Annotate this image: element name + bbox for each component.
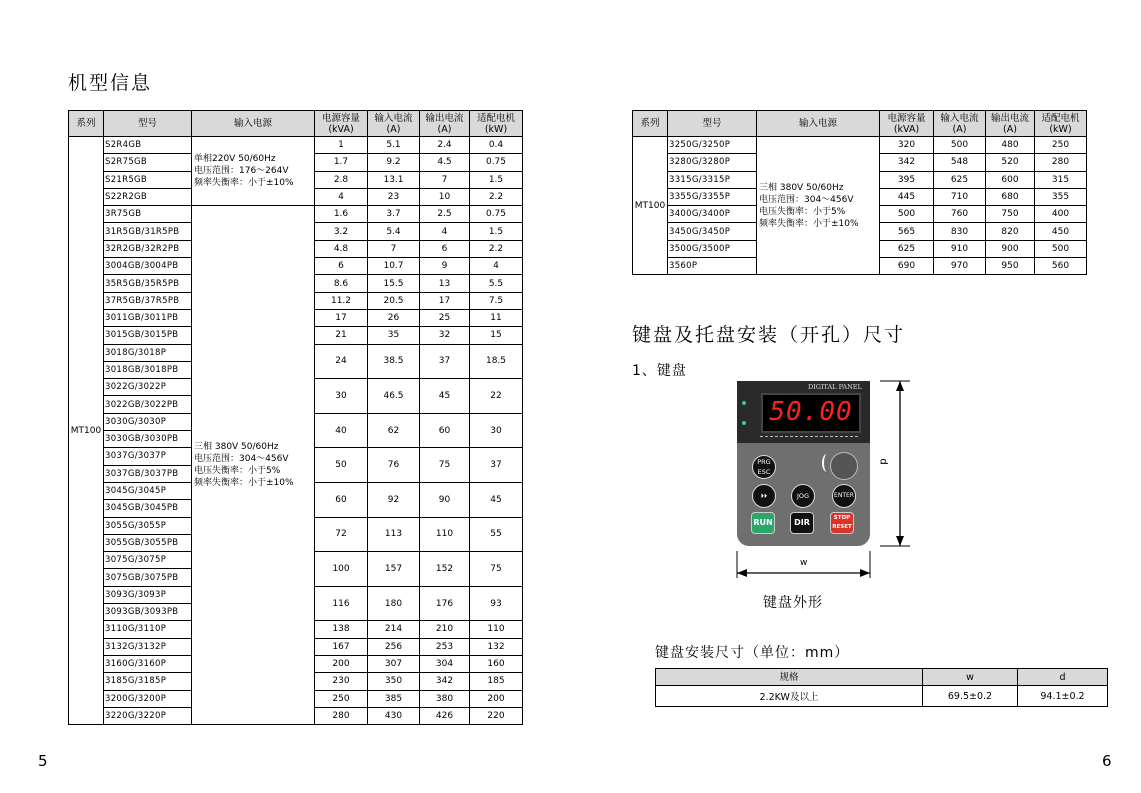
value-cell: 185: [470, 673, 523, 690]
dims-title: 键盘安装尺寸（单位：mm）: [655, 645, 850, 661]
model-cell: 31R5GB/31R5PB: [104, 223, 192, 240]
keypad-display: 50.00: [761, 393, 861, 433]
value-cell: 430: [368, 707, 420, 724]
keypad-brand: DIGITAL PANEL: [808, 383, 862, 391]
subsection-title: 1、键盘: [632, 363, 687, 379]
model-cell: 3030G/3030P: [104, 413, 192, 430]
model-cell: 3093G/3093P: [104, 586, 192, 603]
value-cell: 445: [880, 188, 934, 205]
dims-header-d: d: [1018, 669, 1108, 686]
value-cell: 132: [470, 638, 523, 655]
value-cell: 250: [1035, 137, 1087, 154]
value-cell: 93: [470, 586, 523, 621]
value-cell: 253: [420, 638, 470, 655]
value-cell: 395: [880, 171, 934, 188]
value-cell: 750: [986, 206, 1035, 223]
jog-button[interactable]: JOG: [791, 484, 815, 508]
series-cell: MT100: [69, 137, 104, 725]
value-cell: 355: [1035, 188, 1087, 205]
value-cell: 7: [420, 171, 470, 188]
enter-button[interactable]: ENTER: [832, 484, 856, 508]
model-cell: 3355G/3355P: [668, 188, 757, 205]
model-cell: 3075GB/3075PB: [104, 569, 192, 586]
value-cell: 342: [420, 673, 470, 690]
value-cell: 210: [420, 621, 470, 638]
value-cell: 910: [934, 240, 986, 257]
value-cell: 548: [934, 154, 986, 171]
model-cell: 3055G/3055P: [104, 517, 192, 534]
value-cell: 970: [934, 258, 986, 275]
value-cell: 500: [934, 137, 986, 154]
model-cell: 3055GB/3055PB: [104, 534, 192, 551]
value-cell: 200: [470, 690, 523, 707]
value-cell: 625: [934, 171, 986, 188]
table-header-cell: 输入电流 (A): [934, 111, 986, 137]
value-cell: 76: [368, 448, 420, 483]
page-title-left: 机型信息: [68, 72, 153, 94]
value-cell: 5.1: [368, 137, 420, 154]
value-cell: 200: [315, 655, 368, 672]
dimension-lines: [730, 375, 915, 585]
value-cell: 116: [315, 586, 368, 621]
value-cell: 15.5: [368, 275, 420, 292]
value-cell: 72: [315, 517, 368, 552]
value-cell: 25: [420, 309, 470, 326]
value-cell: 8.6: [315, 275, 368, 292]
page-number-right: 6: [1102, 752, 1112, 770]
table-header-cell: 适配电机 (kW): [1035, 111, 1087, 137]
value-cell: 0.75: [470, 154, 523, 171]
value-cell: 22: [470, 379, 523, 414]
value-cell: 30: [470, 413, 523, 448]
value-cell: 480: [986, 137, 1035, 154]
value-cell: 350: [368, 673, 420, 690]
value-cell: 90: [420, 482, 470, 517]
dimension-d-label: d: [877, 458, 889, 465]
value-cell: 13.1: [368, 171, 420, 188]
dims-cell-spec: 2.2KW及以上: [656, 686, 923, 707]
model-cell: 3185G/3185P: [104, 673, 192, 690]
value-cell: 1.6: [315, 206, 368, 223]
value-cell: 710: [934, 188, 986, 205]
value-cell: 280: [315, 707, 368, 724]
model-cell: 3075G/3075P: [104, 552, 192, 569]
value-cell: 304: [420, 655, 470, 672]
model-cell: 32R2GB/32R2PB: [104, 240, 192, 257]
value-cell: 11: [470, 309, 523, 326]
model-cell: 3011GB/3011PB: [104, 309, 192, 326]
model-cell: 3250G/3250P: [668, 137, 757, 154]
stop-reset-button[interactable]: STOP RESET: [830, 512, 854, 534]
page-number-left: 5: [38, 752, 48, 770]
value-cell: 320: [880, 137, 934, 154]
prg-esc-button[interactable]: PRG ESC: [752, 455, 776, 479]
value-cell: 4: [420, 223, 470, 240]
value-cell: 4.8: [315, 240, 368, 257]
value-cell: 157: [368, 552, 420, 587]
value-cell: 113: [368, 517, 420, 552]
value-cell: 45: [470, 482, 523, 517]
value-cell: 600: [986, 171, 1035, 188]
value-cell: 30: [315, 379, 368, 414]
model-cell: 3018GB/3018PB: [104, 361, 192, 378]
value-cell: 450: [1035, 223, 1087, 240]
value-cell: 560: [1035, 258, 1087, 275]
model-cell: 3315G/3315P: [668, 171, 757, 188]
value-cell: 280: [1035, 154, 1087, 171]
value-cell: 680: [986, 188, 1035, 205]
dimension-w-label: w: [800, 558, 808, 568]
table-row: [633, 137, 1087, 154]
model-cell: 3037GB/3037PB: [104, 465, 192, 482]
value-cell: 6: [420, 240, 470, 257]
model-cell: 3022GB/3022PB: [104, 396, 192, 413]
value-cell: 426: [420, 707, 470, 724]
value-cell: 46.5: [368, 379, 420, 414]
table-header-cell: 输出电流 (A): [986, 111, 1035, 137]
value-cell: 10: [420, 188, 470, 205]
value-cell: 2.5: [420, 206, 470, 223]
dir-button[interactable]: DIR: [790, 512, 814, 534]
table-header-cell: 电源容量 (kVA): [315, 111, 368, 137]
value-cell: 220: [470, 707, 523, 724]
value-cell: 2.2: [470, 240, 523, 257]
series-cell: MT100: [633, 137, 668, 275]
value-cell: 10.7: [368, 258, 420, 275]
value-cell: 37: [470, 448, 523, 483]
value-cell: 152: [420, 552, 470, 587]
value-cell: 385: [368, 690, 420, 707]
value-cell: 176: [420, 586, 470, 621]
value-cell: 20.5: [368, 292, 420, 309]
value-cell: 565: [880, 223, 934, 240]
table-header-cell: 系列: [633, 111, 668, 137]
value-cell: 75: [470, 552, 523, 587]
value-cell: 160: [470, 655, 523, 672]
table-header-cell: 电源容量 (kVA): [880, 111, 934, 137]
table-header-cell: 型号: [668, 111, 757, 137]
value-cell: 26: [368, 309, 420, 326]
model-cell: 3132G/3132P: [104, 638, 192, 655]
model-cell: 37R5GB/37R5PB: [104, 292, 192, 309]
value-cell: 23: [368, 188, 420, 205]
value-cell: 315: [1035, 171, 1087, 188]
model-cell: S21R5GB: [104, 171, 192, 188]
value-cell: 138: [315, 621, 368, 638]
model-cell: 3037G/3037P: [104, 448, 192, 465]
model-cell: 3280G/3280P: [668, 154, 757, 171]
value-cell: 13: [420, 275, 470, 292]
value-cell: 38.5: [368, 344, 420, 379]
value-cell: 250: [315, 690, 368, 707]
value-cell: 3.2: [315, 223, 368, 240]
model-cell: 3500G/3500P: [668, 240, 757, 257]
value-cell: 37: [420, 344, 470, 379]
model-cell: S2R4GB: [104, 137, 192, 154]
model-cell: 3400G/3400P: [668, 206, 757, 223]
value-cell: 4: [315, 188, 368, 205]
value-cell: 60: [315, 482, 368, 517]
model-cell: 3450G/3450P: [668, 223, 757, 240]
section-title: 键盘及托盘安装（开孔）尺寸: [632, 324, 906, 346]
table-row: [69, 137, 523, 154]
model-cell: 3045G/3045P: [104, 482, 192, 499]
value-cell: 9: [420, 258, 470, 275]
table-header-cell: 型号: [104, 111, 192, 137]
model-cell: 3093GB/3093PB: [104, 604, 192, 621]
value-cell: 500: [880, 206, 934, 223]
dims-header-w: w: [923, 669, 1018, 686]
table-header-cell: 输入电源: [192, 111, 315, 137]
value-cell: 60: [420, 413, 470, 448]
value-cell: 40: [315, 413, 368, 448]
model-cell: 3R75GB: [104, 206, 192, 223]
value-cell: 214: [368, 621, 420, 638]
shift-button[interactable]: ⏵⏵: [752, 484, 776, 508]
value-cell: 230: [315, 673, 368, 690]
model-table-right: [632, 110, 1087, 275]
value-cell: 900: [986, 240, 1035, 257]
value-cell: 92: [368, 482, 420, 517]
input-power-cell: 三相 380V 50/60Hz 电压范围：304～456V 电压失衡率：小于5% 频率失衡率：小于±10%: [192, 206, 315, 725]
dims-header-spec: 规格: [656, 669, 923, 686]
value-cell: 62: [368, 413, 420, 448]
value-cell: 167: [315, 638, 368, 655]
value-cell: 50: [315, 448, 368, 483]
table-header-cell: 输入电流 (A): [368, 111, 420, 137]
value-cell: 0.75: [470, 206, 523, 223]
value-cell: 32: [420, 327, 470, 344]
value-cell: 21: [315, 327, 368, 344]
value-cell: 180: [368, 586, 420, 621]
value-cell: 256: [368, 638, 420, 655]
value-cell: 1: [315, 137, 368, 154]
table-row: [69, 206, 523, 223]
value-cell: 11.2: [315, 292, 368, 309]
model-cell: 3018G/3018P: [104, 344, 192, 361]
model-cell: S22R2GB: [104, 188, 192, 205]
table-header-cell: 系列: [69, 111, 104, 137]
model-cell: 3220G/3220P: [104, 707, 192, 724]
value-cell: 55: [470, 517, 523, 552]
value-cell: 4.5: [420, 154, 470, 171]
model-cell: 3110G/3110P: [104, 621, 192, 638]
table-header-cell: 输出电流 (A): [420, 111, 470, 137]
model-cell: 3015GB/3015PB: [104, 327, 192, 344]
value-cell: 6: [315, 258, 368, 275]
value-cell: 1.5: [470, 223, 523, 240]
model-cell: 3200G/3200P: [104, 690, 192, 707]
value-cell: 400: [1035, 206, 1087, 223]
value-cell: 100: [315, 552, 368, 587]
table-header-cell: 适配电机 (kW): [470, 111, 523, 137]
model-table-left: [68, 110, 523, 725]
value-cell: 5.5: [470, 275, 523, 292]
value-cell: 342: [880, 154, 934, 171]
keypad-caption: 键盘外形: [763, 595, 823, 611]
value-cell: 625: [880, 240, 934, 257]
dims-table: [655, 668, 1108, 707]
model-cell: 3022G/3022P: [104, 379, 192, 396]
value-cell: 35: [368, 327, 420, 344]
dims-cell-d: 94.1±0.2: [1018, 686, 1108, 707]
value-cell: 307: [368, 655, 420, 672]
value-cell: 45: [420, 379, 470, 414]
table-header-cell: 输入电源: [757, 111, 880, 137]
input-power-cell: 三相 380V 50/60Hz 电压范围：304～456V 电压失衡率：小于5% 频率失衡率：小于±10%: [757, 137, 880, 275]
value-cell: 5.4: [368, 223, 420, 240]
value-cell: 75: [420, 448, 470, 483]
value-cell: 110: [470, 621, 523, 638]
value-cell: 0.4: [470, 137, 523, 154]
value-cell: 760: [934, 206, 986, 223]
model-cell: 35R5GB/35R5PB: [104, 275, 192, 292]
dims-cell-w: 69.5±0.2: [923, 686, 1018, 707]
model-cell: 3560P: [668, 258, 757, 275]
value-cell: 7.5: [470, 292, 523, 309]
value-cell: 7: [368, 240, 420, 257]
run-button[interactable]: RUN: [751, 512, 775, 534]
value-cell: 4: [470, 258, 523, 275]
value-cell: 500: [1035, 240, 1087, 257]
value-cell: 2.2: [470, 188, 523, 205]
value-cell: 3.7: [368, 206, 420, 223]
model-cell: 3045GB/3045PB: [104, 500, 192, 517]
value-cell: 24: [315, 344, 368, 379]
value-cell: 9.2: [368, 154, 420, 171]
value-cell: 110: [420, 517, 470, 552]
value-cell: 1.7: [315, 154, 368, 171]
value-cell: 520: [986, 154, 1035, 171]
value-cell: 17: [420, 292, 470, 309]
value-cell: 1.5: [470, 171, 523, 188]
model-cell: 3004GB/3004PB: [104, 258, 192, 275]
model-cell: 3030GB/3030PB: [104, 431, 192, 448]
value-cell: 2.8: [315, 171, 368, 188]
value-cell: 820: [986, 223, 1035, 240]
value-cell: 690: [880, 258, 934, 275]
model-cell: 3160G/3160P: [104, 655, 192, 672]
value-cell: 380: [420, 690, 470, 707]
value-cell: 18.5: [470, 344, 523, 379]
value-cell: 2.4: [420, 137, 470, 154]
input-power-cell: 单相220V 50/60Hz 电压范围：176～264V 频率失衡率：小于±10%: [192, 137, 315, 206]
model-cell: S2R75GB: [104, 154, 192, 171]
value-cell: 15: [470, 327, 523, 344]
value-cell: 830: [934, 223, 986, 240]
value-cell: 950: [986, 258, 1035, 275]
value-cell: 17: [315, 309, 368, 326]
